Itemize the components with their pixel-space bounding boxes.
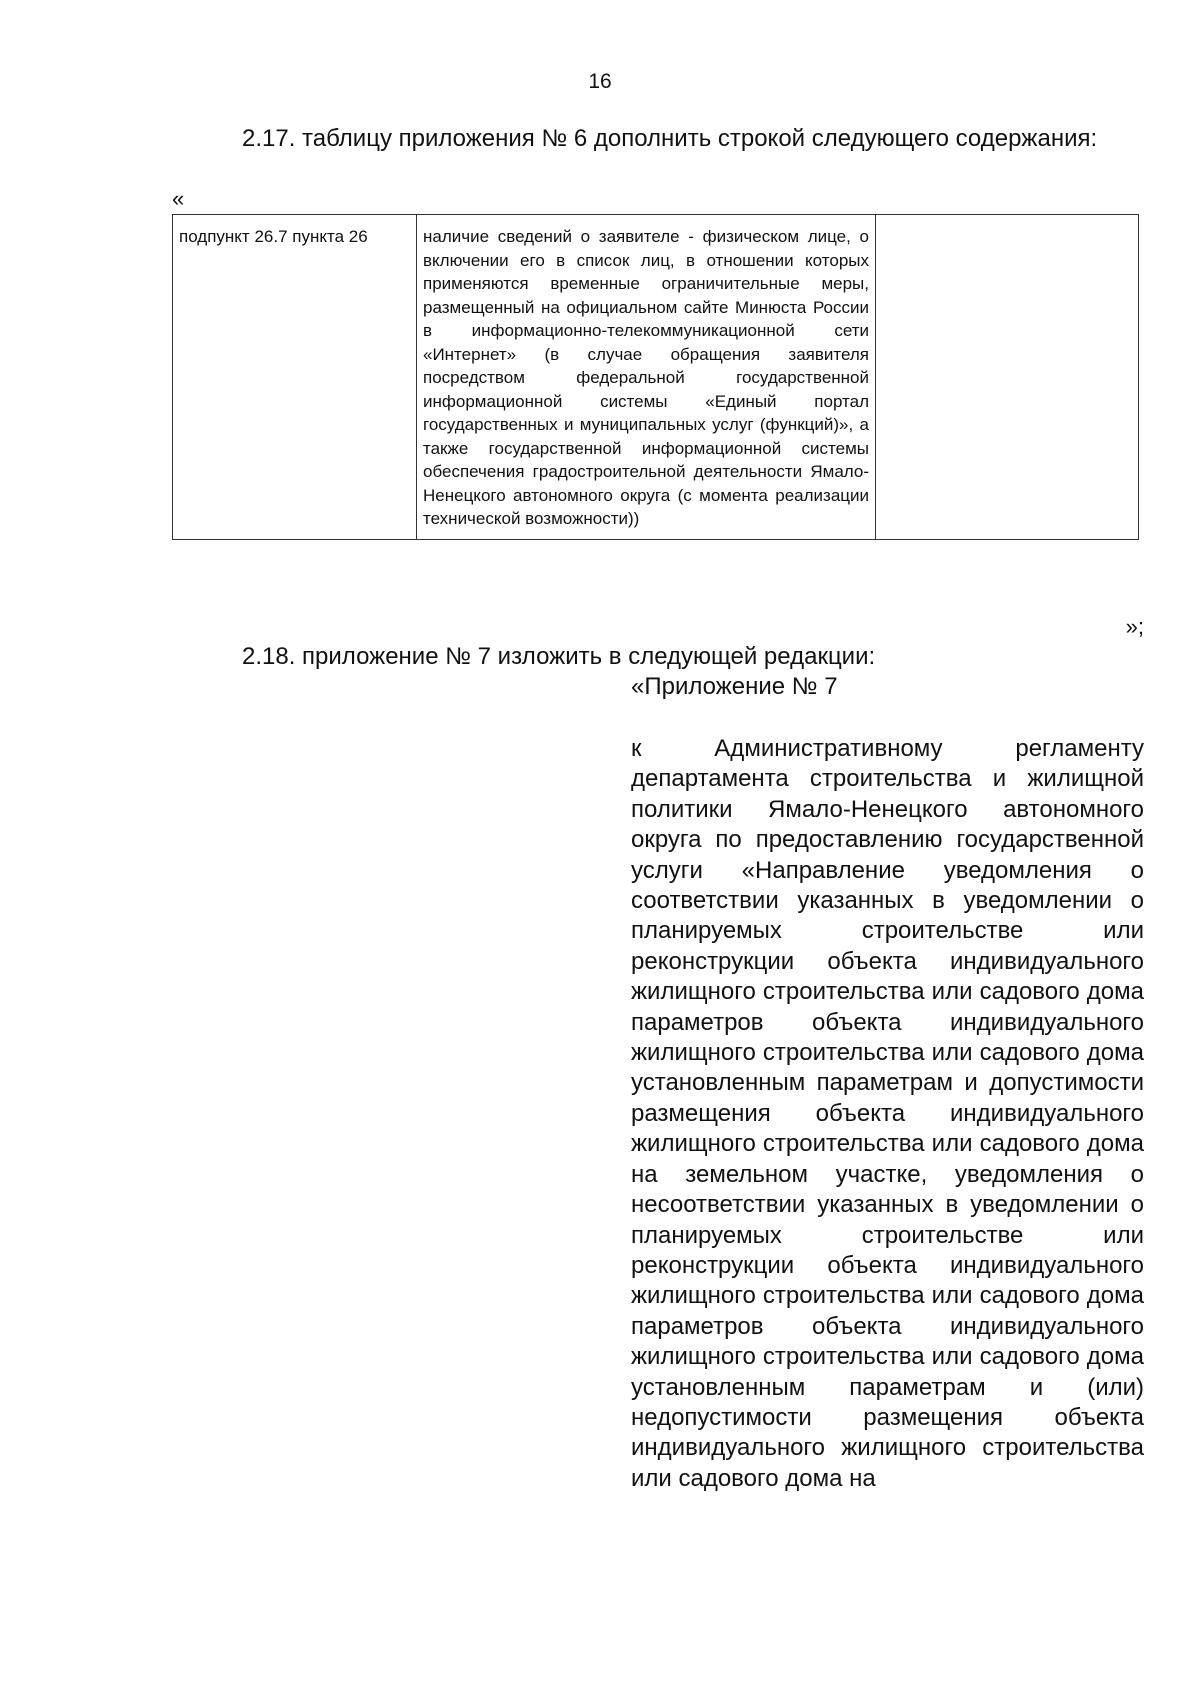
table-cell-reference: подпункт 26.7 пункта 26 <box>173 215 417 540</box>
table-cell-empty <box>876 215 1139 540</box>
page-number: 16 <box>588 70 612 93</box>
table-row <box>173 215 1139 540</box>
paragraph-2-17: 2.17. таблицу приложения № 6 дополнить строкой следующего содержания: <box>242 125 1098 152</box>
opening-quote-mark: « <box>172 186 185 211</box>
annex-title: «Приложение № 7 <box>631 673 838 700</box>
paragraph-2-18: 2.18. приложение № 7 изложить в следующей редакции: <box>242 643 876 670</box>
annex-reference-text: к Административному регламенту департамента строительства и жилищной политики Ямало-Ненецкого автономного округа по предоставлению государственной услуги «Направление уведомления о соответствии указанных в уведомлении о планируемых строительстве или реконструкции объекта индивидуального жилищного строительства или садового дома параметров объекта индивидуального жилищного строительства или садового дома установленным параметрам и допустимости размещения объекта индивидуального жилищного строительства или садового дома на земельном участке, уведомления о несоответствии указанных в уведомлении о планируемых строительстве или реконструкции объекта индивидуального жилищного строительства или садового дома параметров объекта индивидуального жилищного строительства или садового дома установленным параметрам и (или) недопустимости размещения объекта индивидуального жилищного строительства или садового дома на <box>631 735 1144 1492</box>
closing-quote-mark: »; <box>1125 614 1144 639</box>
table-cell-description: наличие сведений о заявителе - физическом лице, о включении его в список лиц, в отношении которых применяются временные ограничительные меры, размещенный на официальном сайте Минюста России в информационно-телекоммуникационной сети «Интернет» (в случае обращения заявителя посредством федеральной государственной информационной системы «Единый портал государственных и муниципальных услуг (функций)», а также государственной информационной системы обеспечения градостроительной деятельности Ямало-Ненецкого автономного округа (с момента реализации технической возможности)) <box>417 215 876 540</box>
amendment-table <box>172 214 1139 540</box>
